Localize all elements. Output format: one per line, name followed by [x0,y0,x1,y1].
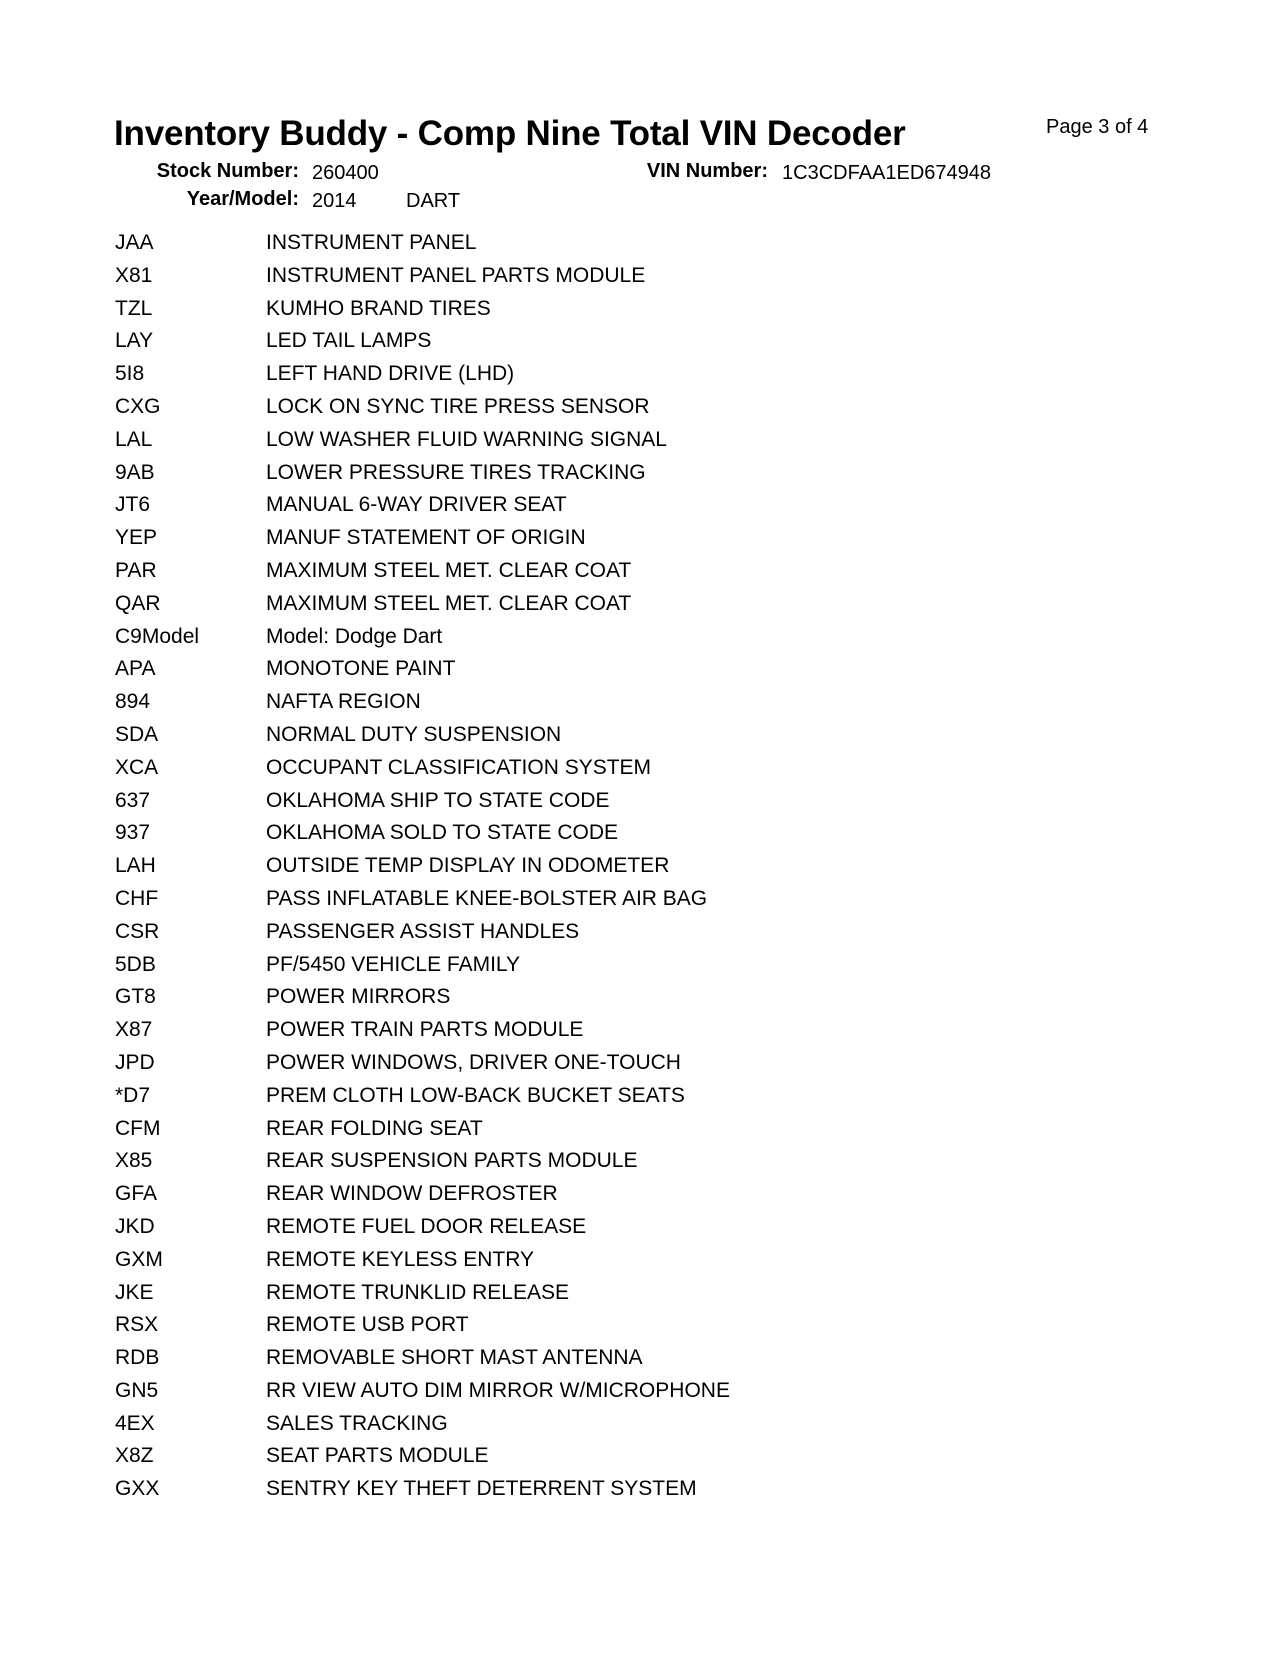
option-description: POWER WINDOWS, DRIVER ONE-TOUCH [266,1050,681,1074]
option-code: RDB [115,1346,160,1370]
option-row [115,588,1115,621]
option-description: INSTRUMENT PANEL PARTS MODULE [266,263,646,287]
option-row [115,981,1115,1014]
option-row [115,457,1115,490]
option-code: CXG [115,394,161,418]
option-description: PASS INFLATABLE KNEE-BOLSTER AIR BAG [266,886,708,910]
option-description: MAXIMUM STEEL MET. CLEAR COAT [266,591,632,615]
option-description: MANUAL 6-WAY DRIVER SEAT [266,493,567,517]
option-row [115,1145,1115,1178]
option-description: REMOTE FUEL DOOR RELEASE [266,1214,587,1238]
option-code: PAR [115,558,157,582]
option-code: LAY [115,329,154,353]
option-description: MONOTONE PAINT [266,657,456,681]
option-row [115,785,1115,818]
option-description: REMOTE TRUNKLID RELEASE [266,1280,570,1304]
option-row [115,260,1115,293]
option-description: NORMAL DUTY SUSPENSION [266,722,562,746]
option-code: 4EX [115,1411,155,1435]
option-code: JKD [115,1214,155,1238]
option-row [115,653,1115,686]
option-description: POWER TRAIN PARTS MODULE [266,1018,584,1042]
option-row [115,1113,1115,1146]
option-code: *D7 [115,1083,151,1107]
year-value: 2014 [312,190,357,212]
option-row [115,1014,1115,1047]
option-code: GFA [115,1182,158,1206]
option-row [115,555,1115,588]
option-code: SDA [115,722,159,746]
option-code: JKE [115,1280,154,1304]
option-description: KUMHO BRAND TIRES [266,296,491,320]
option-description: REAR FOLDING SEAT [266,1116,483,1140]
document-title: Inventory Buddy - Comp Nine Total VIN Decoder [114,114,906,153]
year-model-label-wrap [0,188,299,214]
option-description: LOWER PRESSURE TIRES TRACKING [266,460,646,484]
option-row [115,1080,1115,1113]
option-row [115,752,1115,785]
option-row [115,949,1115,982]
vin-number-label-wrap [0,160,768,186]
option-code: GXM [115,1247,163,1271]
option-description: OCCUPANT CLASSIFICATION SYSTEM [266,755,652,779]
option-row [115,719,1115,752]
option-description: NAFTA REGION [266,690,421,714]
option-code: X8Z [115,1444,154,1468]
option-row [115,1342,1115,1375]
option-code: GN5 [115,1378,159,1402]
option-description: REMOVABLE SHORT MAST ANTENNA [266,1346,643,1370]
option-code: YEP [115,526,158,550]
option-row [115,293,1115,326]
option-row [115,1473,1115,1506]
vin-number-label: VIN Number: [646,160,768,182]
option-code: GT8 [115,985,156,1009]
option-description: MANUF STATEMENT OF ORIGIN [266,526,586,550]
vin-number-value: 1C3CDFAA1ED674948 [782,162,992,184]
option-description: PF/5450 VEHICLE FAMILY [266,952,521,976]
option-code: JPD [115,1050,155,1074]
option-code: CSR [115,919,160,943]
option-code: CHF [115,886,159,910]
option-code: JT6 [115,493,151,517]
option-row [115,1408,1115,1441]
option-row [115,522,1115,555]
option-code: APA [115,657,156,681]
option-row [115,489,1115,522]
option-code: X85 [115,1149,153,1173]
option-description: LED TAIL LAMPS [266,329,432,353]
option-code: CFM [115,1116,161,1140]
option-code: 894 [115,690,151,714]
option-row [115,686,1115,719]
option-row [115,1309,1115,1342]
option-code: 5I8 [115,362,145,386]
option-code: XCA [115,755,159,779]
option-description: LEFT HAND DRIVE (LHD) [266,362,515,386]
option-description: REMOTE USB PORT [266,1313,469,1337]
model-value: DART [406,190,461,212]
option-code: LAL [115,427,153,451]
option-row [115,325,1115,358]
option-row [115,424,1115,457]
option-description: POWER MIRRORS [266,985,451,1009]
option-code: LAH [115,854,156,878]
option-description: SENTRY KEY THEFT DETERRENT SYSTEM [266,1477,697,1501]
option-description: SALES TRACKING [266,1411,448,1435]
option-row [115,1178,1115,1211]
stock-number-label: Stock Number: [156,160,299,182]
option-row [115,358,1115,391]
option-code: 9AB [115,460,155,484]
option-description: OUTSIDE TEMP DISPLAY IN ODOMETER [266,854,670,878]
option-code: JAA [115,231,154,254]
option-row [115,1244,1115,1277]
option-row [115,621,1115,654]
option-row [115,1277,1115,1310]
option-description: MAXIMUM STEEL MET. CLEAR COAT [266,558,632,582]
option-description: PASSENGER ASSIST HANDLES [266,919,580,943]
option-row [115,1440,1115,1473]
option-description: REAR SUSPENSION PARTS MODULE [266,1149,638,1173]
option-code: 637 [115,788,151,812]
option-code: X81 [115,263,153,287]
option-row [115,1211,1115,1244]
option-code: RSX [115,1313,159,1337]
option-row [115,1047,1115,1080]
option-code: TZL [115,296,153,320]
page-number: Page 3 of 4 [1046,116,1149,138]
option-row [115,916,1115,949]
option-row [115,391,1115,424]
option-row [115,817,1115,850]
option-description: OKLAHOMA SOLD TO STATE CODE [266,821,619,845]
option-description: INSTRUMENT PANEL [266,231,477,254]
option-code: C9Model [115,624,200,648]
option-description: LOCK ON SYNC TIRE PRESS SENSOR [266,394,650,418]
stock-number-value: 260400 [312,162,379,184]
option-description: LOW WASHER FLUID WARNING SIGNAL [266,427,667,451]
option-description: REAR WINDOW DEFROSTER [266,1182,558,1206]
option-code: QAR [115,591,161,615]
option-description: RR VIEW AUTO DIM MIRROR W/MICROPHONE [266,1378,730,1402]
option-code: X87 [115,1018,153,1042]
option-description: Model: Dodge Dart [266,624,443,648]
option-row [115,227,1115,260]
option-code-list [115,227,1115,1506]
option-description: REMOTE KEYLESS ENTRY [266,1247,535,1271]
option-code: GXX [115,1477,160,1501]
option-row [115,850,1115,883]
option-row [115,883,1115,916]
option-row [115,1375,1115,1408]
option-description: OKLAHOMA SHIP TO STATE CODE [266,788,610,812]
option-description: SEAT PARTS MODULE [266,1444,489,1468]
option-code: 937 [115,821,151,845]
year-model-label: Year/Model: [186,188,299,210]
option-description: PREM CLOTH LOW-BACK BUCKET SEATS [266,1083,685,1107]
option-code: 5DB [115,952,156,976]
